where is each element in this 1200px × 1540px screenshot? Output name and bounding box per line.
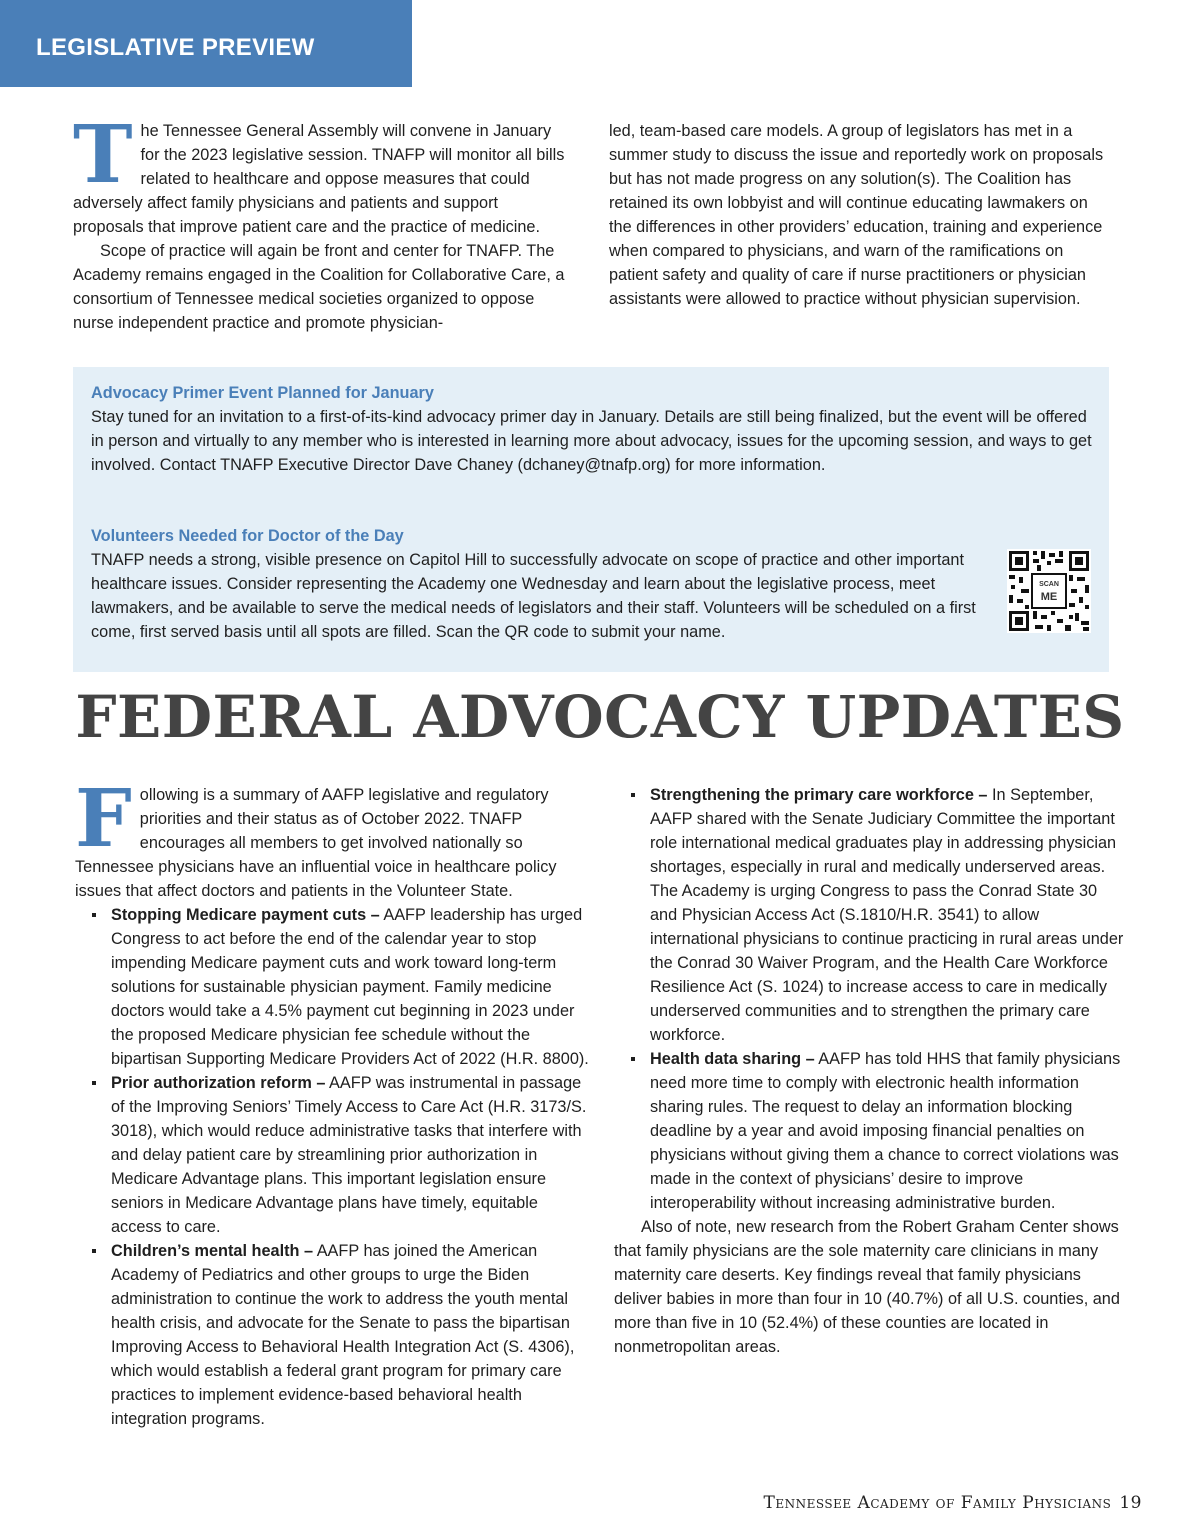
bullet-text: AAFP was instrumental in passage of the Improving Seniors’ Timely Access to Care Act (H.R. 3173/S. 3018), which would reduce administrative tasks that interfere with and delay patient care by streamlining prior authorization in Medicare Advantage plans. This important legislation ensure seniors in Medicare Advantage plans have timely, equitable access to care. — [111, 1074, 587, 1236]
callout-box — [73, 367, 1109, 672]
event-title: Advocacy Primer Event Planned for January — [91, 384, 434, 402]
bullet-item — [614, 1047, 1126, 1215]
bullet-text: AAFP has told HHS that family physicians need more time to comply with electronic health information sharing rules. The request to delay an information blocking deadline by a year and avoid imposing financial penalties on physicians without giving them a chance to correct violations was made in the context of physicians’ desire to improve interoperability without increasing administrative burden. — [650, 1050, 1121, 1212]
intro-paragraph-1: The Tennessee General Assembly will convene in January for the 2023 legislative session. TNAFP will monitor all bills related to healthcare and oppose measures that could adversely affect family physicians and patients and support proposals that improve patient care and the practice of medicine. — [73, 107, 565, 236]
bullet-text: AAFP leadership has urged Congress to act before the end of the calendar year to stop impending Medicare payment cuts and work toward long-term solutions for sustainable physician payment. Family medicine doctors would take a 4.5% payment cut beginning in 2023 under the proposed Medicare physician fee schedule without the bipartisan Supporting Medicare Providers Act of 2022 (H.R. 8800). — [111, 906, 589, 1068]
bullet-text: In September, AAFP shared with the Senate Judiciary Committee the important role international medical graduates play in addressing physician shortages, especially in rural and medically underserved areas. The Academy is urging Congress to pass the Conrad State 30 and Physician Access Act (S.1810/H.R. 3541) to allow international physicians to continue practicing in rural areas under the Conrad 30 Waiver Program, and the Health Care Workforce Resilience Act (S. 1024) to increase access to care in medically underserved communities and to strengthen the primary care workforce. — [650, 786, 1124, 1044]
publication-name: Tennessee Academy of Family Physicians — [763, 1493, 1112, 1513]
bullet-item — [75, 1239, 590, 1431]
volunteer-announcement — [91, 524, 991, 644]
intro-left-column — [73, 107, 573, 335]
federal-right-column — [614, 783, 1126, 1359]
bullet-title: Prior authorization reform – — [111, 1074, 326, 1092]
bullet-item — [75, 903, 590, 1071]
left-bullet-list — [75, 903, 590, 1431]
bullet-item — [614, 783, 1126, 1047]
bullet-title: Strengthening the primary care workforce – — [650, 786, 988, 804]
federal-intro: Following is a summary of AAFP legislative and regulatory priorities and their status as of October 2022. TNAFP encourages all members to get involved nationally so Tennessee physicians have an influential voice in healthcare policy issues that affect doctors and patients in the Volunteer State. — [75, 771, 557, 900]
page-number: 19 — [1119, 1493, 1142, 1513]
drop-cap: T — [73, 107, 133, 201]
federal-headline: FEDERAL ADVOCACY UPDATES — [75, 683, 1125, 751]
event-announcement — [91, 381, 1096, 477]
bullet-title: Health data sharing – — [650, 1050, 815, 1068]
page-footer — [764, 1493, 1142, 1513]
section-tab: LEGISLATIVE PREVIEW — [0, 0, 412, 87]
bullet-text: AAFP has joined the American Academy of Pediatrics and other groups to urge the Biden administration to continue the work to address the youth mental health crisis, and advocate for the Senate to pass the bipartisan Improving Access to Behavioral Health Integration Act (S. 4306), which would establish a federal grant program for primary care practices to implement evidence-based behavioral health integration programs. — [111, 1242, 575, 1428]
intro-paragraph-3: led, team-based care models. A group of legislators has met in a summer study to discuss the issue and reportedly work on proposals but has not made progress on any solution(s). The Coalition has retained its own lobbyist and will continue educating lawmakers on the differences in other providers’ education, training and experience when compared to physicians, and warn of the ramifications on patient safety and quality of care if nurse practitioners or physician assistants were allowed to practice without physician supervision. — [609, 122, 1104, 308]
volunteer-body: TNAFP needs a strong, visible presence on Capitol Hill to successfully advocate on scope of practice and other important healthcare issues. Consider representing the Academy one Wednesday and learn about the legislative process, meet lawmakers, and be available to serve the medical needs of legislators and their staff. Volunteers will be scheduled on a first come, first served basis until all spots are filled. Scan the QR code to submit your name. — [91, 551, 976, 641]
event-body: Stay tuned for an invitation to a first-of-its-kind advocacy primer day in January. Details are still being finalized, but the event will be offered in person and virtually to any member who is interested in learning more about advocacy, issues for the upcoming session, and ways to get involved. Contact TNAFP Executive Director Dave Chaney (dchaney@tnafp.org) for more information. — [91, 408, 1092, 474]
qr-scan-label: SCAN — [1039, 581, 1059, 588]
qr-me-label: ME — [1040, 591, 1058, 603]
volunteer-title: Volunteers Needed for Doctor of the Day — [91, 527, 404, 545]
drop-cap: F — [75, 771, 132, 865]
bullet-item — [75, 1071, 590, 1239]
right-bullet-list — [614, 783, 1126, 1215]
intro-paragraph-2: Scope of practice will again be front and center for TNAFP. The Academy remains engaged in the Coalition for Collaborative Care, a consortium of Tennessee medical societies organized to oppose nurse independent practice and promote physician- — [73, 242, 565, 332]
intro-right-column — [609, 119, 1109, 311]
bullet-title: Stopping Medicare payment cuts – — [111, 906, 380, 924]
closing-paragraph: Also of note, new research from the Robert Graham Center shows that family physicians are the sole maternity care clinicians in many maternity care deserts. Key findings reveal that family physicians deliver babies in more than four in 10 (40.7%) of all U.S. counties, and more than five in 10 (52.4%) of these counties are located in nonmetropolitan areas. — [614, 1218, 1120, 1356]
qr-code-icon[interactable] — [1007, 549, 1091, 633]
federal-left-column — [75, 771, 590, 1431]
bullet-title: Children’s mental health – — [111, 1242, 314, 1260]
